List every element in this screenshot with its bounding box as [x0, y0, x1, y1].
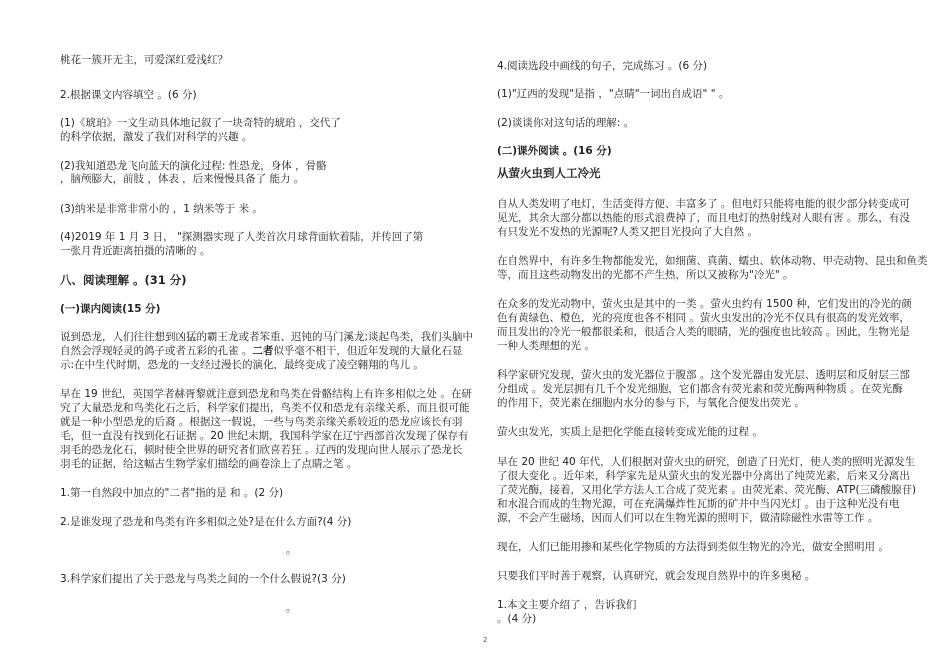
- passage-2-line-1: 早在 19 世纪，英国学者赫胥黎就注意到恐龙和鸟类在骨骼结构上有许多相似之处 。在研: [60, 388, 472, 400]
- subsection-extracurricular-reading: (二)课外阅读 。(16 分): [497, 145, 612, 157]
- reading-q1: 1.第一自然段中加点的"二者"指的是 和 。(2 分): [60, 487, 284, 499]
- article-p3-line-4: 一种人类理想的光 。: [497, 340, 595, 352]
- article-p4-line-3: 的作用下，荧光素在细胞内水分的参与下，与氧化合便发出荧光 。: [497, 397, 805, 409]
- article-p4-line-2: 分组成 。发光层拥有几千个发光细胞，它们都含有荧光素和荧光酶两种物质 。在荧光酶: [497, 383, 903, 395]
- passage-2-line-6: 羽毛的证据，给这幅古生物学家们描绘的画卷涂上了点睛之笔 。: [60, 458, 358, 470]
- article-p7: 现在，人们已能用掺和某些化学物质的方法得到类似生物光的冷光，做安全照明用 。: [497, 541, 889, 553]
- reading-q2: 2.是谁发现了恐龙和鸟类有许多相似之处?是在什么方面?(4 分): [60, 516, 352, 528]
- article-p3-line-1: 在众多的发光动物中，萤火虫是其中的一类 。萤火虫约有 1500 种，它们发出的冷光的颜: [497, 298, 912, 310]
- q2-item-1-line-1: (1)《琥珀》一文生动具体地记叙了一块奇特的琥珀 ，交代了: [60, 117, 341, 129]
- article-p4-line-1: 科学家研究发现，萤火虫的发光器位于腹部 。这个发光器由发光层、透明层和反射层三部: [497, 369, 910, 381]
- q2-item-3: (3)纳米是非常非常小的 ，1 纳米等于 米 。: [60, 203, 263, 215]
- reading-q3-answer-end: 。: [286, 602, 297, 614]
- article-p1-line-3: 有只发光不发热的光源呢?人类又把目光投向了大自然 。: [497, 226, 758, 238]
- reading-q4-item-2: (2)谈谈你对这句话的理解: 。: [497, 117, 635, 129]
- passage-1-line-1: 说到恐龙，人们往往想到凶猛的霸王龙或者笨重、迟钝的马门溪龙;谈起鸟类，我们头脑中: [60, 331, 474, 343]
- article-p3-line-2: 色有黄绿色、橙色，光的亮度也各不相同 。萤火虫发出的冷光不仅具有很高的发光效率，: [497, 312, 910, 324]
- article-p1-line-2: 见光，其余大部分都以热能的形式浪费掉了，而且电灯的热射线对人眼有害 。那么，有没: [497, 212, 910, 224]
- passage-1-line-3: 示:在中生代时期，恐龙的一支经过漫长的演化，最终变成了凌空翱翔的鸟儿 。: [60, 359, 424, 371]
- passage-2-line-5: 羽毛的恐龙化石，顿时使全世界的研究者们欣喜若狂 。辽西的发现向世人展示了恐龙长: [60, 444, 463, 456]
- reading-q3: 3.科学家们提出了关于恐龙与鸟类之间的一个什么假说?(3 分): [60, 573, 346, 585]
- article-p6-line-2: 了很大变化 。近年来，科学家先是从萤火虫的发光器中分离出了纯荧光素，后来又分离出: [497, 470, 910, 482]
- article-p8: 只要我们平时善于观察，认真研究，就会发现自然界中的许多奥秘 。: [497, 570, 816, 582]
- article-p2-line-2: 等，而且这些动物发出的光都不产生热，所以又被称为"冷光" 。: [497, 269, 794, 281]
- subsection-in-class-reading: (一)课内阅读(15 分): [60, 303, 161, 315]
- reading-q4: 4.阅读选段中画线的句子，完成练习 。(6 分): [497, 60, 708, 72]
- passage-2-line-2: 究了大量恐龙和鸟类化石之后，科学家们提出，鸟类不仅和恐龙有亲缘关系，而且很可能: [60, 402, 470, 414]
- reading-q2-answer-end: 。: [286, 544, 297, 556]
- question-2-title: 2.根据课文内容填空 。(6 分): [60, 89, 197, 101]
- reading-q4-item-1: (1)"辽西的发现"是指 ，"点睛"一词出自成语" " 。: [497, 88, 730, 100]
- article-q1-line-2: 。(4 分): [497, 613, 537, 625]
- article-p6-line-5: 源，不会产生磁场，因而人们可以在生物光源的照明下，做清除磁性水雷等工作 。: [497, 512, 879, 524]
- poem-line: 桃花一簇开无主，可爱深红爱浅红？: [60, 54, 228, 66]
- passage-1-line-2-a: 自然会浮现轻灵的鸽子或者五彩的孔雀 。: [60, 345, 253, 357]
- article-title: 从萤火虫到人工冷光: [497, 166, 601, 180]
- passage-1-line-2: [60, 344, 462, 358]
- passage-1-line-2-b: 似乎毫不相干，但近年发现的大量化石显: [273, 345, 463, 357]
- article-p1-line-1: 自从人类发明了电灯，生活变得方便、丰富多了 。但电灯只能将电能的很少部分转变成可: [497, 198, 910, 210]
- article-p6-line-4: 和水混合而成的生物光源，可在充满爆炸性瓦斯的矿井中当闪光灯 。由于这种光没有电: [497, 498, 900, 510]
- q2-item-4-line-1: (4)2019 年 1 月 3 日， "探测器实现了人类首次月球背面软着陆，并传回了第: [60, 231, 424, 243]
- q2-item-2-line-1: (2)我知道恐龙飞向蓝天的演化过程: 性恐龙，身体 ，骨骼: [60, 160, 327, 172]
- article-p5: 萤火虫发光，实质上是把化学能直接转变成光能的过程 。: [497, 426, 763, 438]
- article-p6-line-1: 早在 20 世纪 40 年代，人们根据对萤火虫的研究，创造了日光灯，使人类的照明光源发生: [497, 456, 916, 468]
- passage-2-line-4: 毛，但一直没有找到化石证据 。20 世纪末期，我国科学家在辽宁西部首次发现了保存有: [60, 430, 469, 442]
- passage-2-line-3: 就是一种小型恐龙的后裔 。根据这一假说，一些与鸟类亲缘关系较近的恐龙应该长有羽: [60, 416, 463, 428]
- page-number: 2: [483, 636, 488, 644]
- q2-item-1-line-2: 的科学依据，激发了我们对科学的兴趣 。: [60, 131, 253, 143]
- q2-item-4-line-2: 一张月背近距离拍摄的清晰的 。: [60, 245, 211, 257]
- q2-item-2-line-2: ，脑颅膨大，前肢 ，体表 ，后来慢慢具备了 能力 。: [60, 173, 305, 185]
- section-8-heading: 八、阅读理解 。(31 分): [60, 273, 187, 287]
- dotted-word-erzhe: 二者: [252, 345, 274, 357]
- article-p2-line-1: 在自然界中，有许多生物都能发光，如细菌、真菌、蠕虫、软体动物、甲壳动物、昆虫和鱼类: [497, 255, 928, 267]
- article-q1-line-1: 1.本文主要介绍了 ，告诉我们: [497, 599, 637, 611]
- article-p3-line-3: 而且发出的冷光一般都很柔和，很适合人类的眼睛，光的强度也比较高 。因此，生物光是: [497, 326, 910, 338]
- article-p6-line-3: 了荧光酶，接着，又用化学方法人工合成了荧光素 。由荧光素、荧光酶、ATP(三磷酸腺苷): [497, 484, 917, 496]
